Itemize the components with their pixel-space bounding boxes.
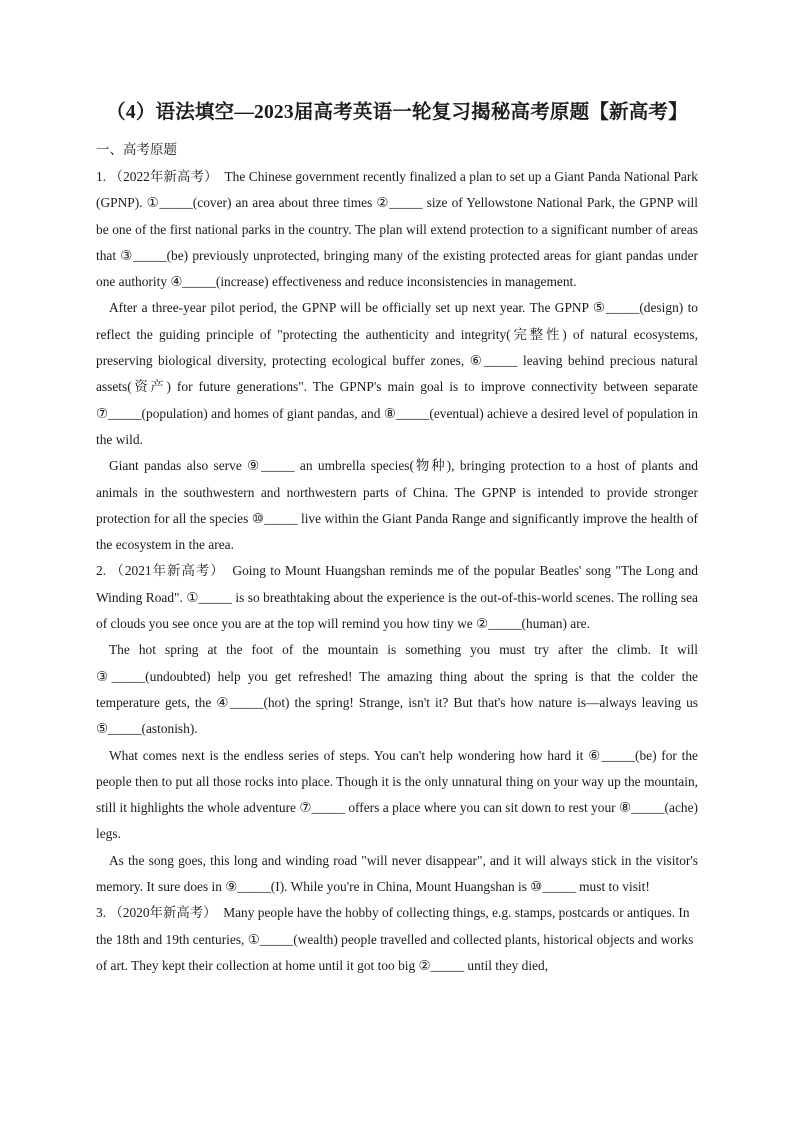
q1-paragraph-2: After a three-year pilot period, the GPNP will be officially set up next year. The GPNP ⑤_____(design) to reflect the guiding principle of "protecting the authenticity and integrity(完整性) of natural ecosystems, preserving biological diversity, protecting ecological buffer zones, ⑥_____ leaving behind precious natural assets(资产) for future generations". The GPNP's main goal is to improve connectivity between separate ⑦_____(population) and homes of giant pandas, and ⑧_____(eventual) achieve a desired level of population in the wild.	[96, 300, 698, 447]
q1-paragraph-1: 1. （2022年新高考） The Chinese government recently finalized a plan to set up a Giant Panda National Park (GPNP). ①_____(cover) an area about three times ②_____ size of Yellowstone National Park, the GPNP will be one of the first national parks in the country. The plan will extend protection to a significant number of areas that ③_____(be) previously unprotected, bringing many of the existing protected areas for giant pandas under one authority ④_____(increase) effectiveness and reduce inconsistencies in management.	[96, 169, 698, 290]
q2-paragraph-3: What comes next is the endless series of steps. You can't help wondering how hard it ⑥_____(be) for the people then to put all those rocks into place. Though it is the only unnatural thing on your way up the mountain, still it highlights the whole adventure ⑦_____ offers a place where you can sit down to rest your ⑧_____(ache) legs.	[96, 747, 698, 842]
q2-paragraph-4: As the song goes, this long and winding road "will never disappear", and it will always stick in the visitor's memory. It sure does in ⑨_____(I). While you're in China, Mount Huangshan is ⑩_____ must to visit!	[96, 852, 698, 895]
document-body	[96, 164, 698, 979]
document-title: （4）语法填空—2023届高考英语一轮复习揭秘高考原题【新高考】	[106, 102, 688, 123]
q3-paragraph-1: 3. （2020年新高考） Many people have the hobby of collecting things, e.g. stamps, postcards or antiques. In the 18th and 19th centuries, ①_____(wealth) people travelled and collected plants, historical objects and works of art. They kept their collection at home until it got too big ②_____ until they died,	[96, 905, 694, 973]
q2-paragraph-2: The hot spring at the foot of the mountain is something you must try after the climb. It will ③_____(undoubted) help you get refreshed! The amazing thing about the spring is that the colder the temperature gets, the ④_____(hot) the spring! Strange, isn't it? But that's how nature is—always leaving us ⑤_____(astonish).	[96, 642, 698, 737]
q1-paragraph-3: Giant pandas also serve ⑨_____ an umbrella species(物种), bringing protection to a host of plants and animals in the southwestern and northwestern parts of China. The GPNP is intended to provide stronger protection for all the species ⑩_____ live within the Giant Panda Range and significantly improve the health of the ecosystem in the area.	[96, 458, 698, 553]
q2-paragraph-1: 2. （2021年新高考） Going to Mount Huangshan reminds me of the popular Beatles' song "The Long and Winding Road". ①_____ is so breathtaking about the experience is the out-of-this-world scenes. The rolling sea of clouds you see once you are at the top will remind you how tiny we ②_____(human) are.	[96, 563, 698, 632]
section-heading: 一、高考原题	[96, 142, 177, 157]
